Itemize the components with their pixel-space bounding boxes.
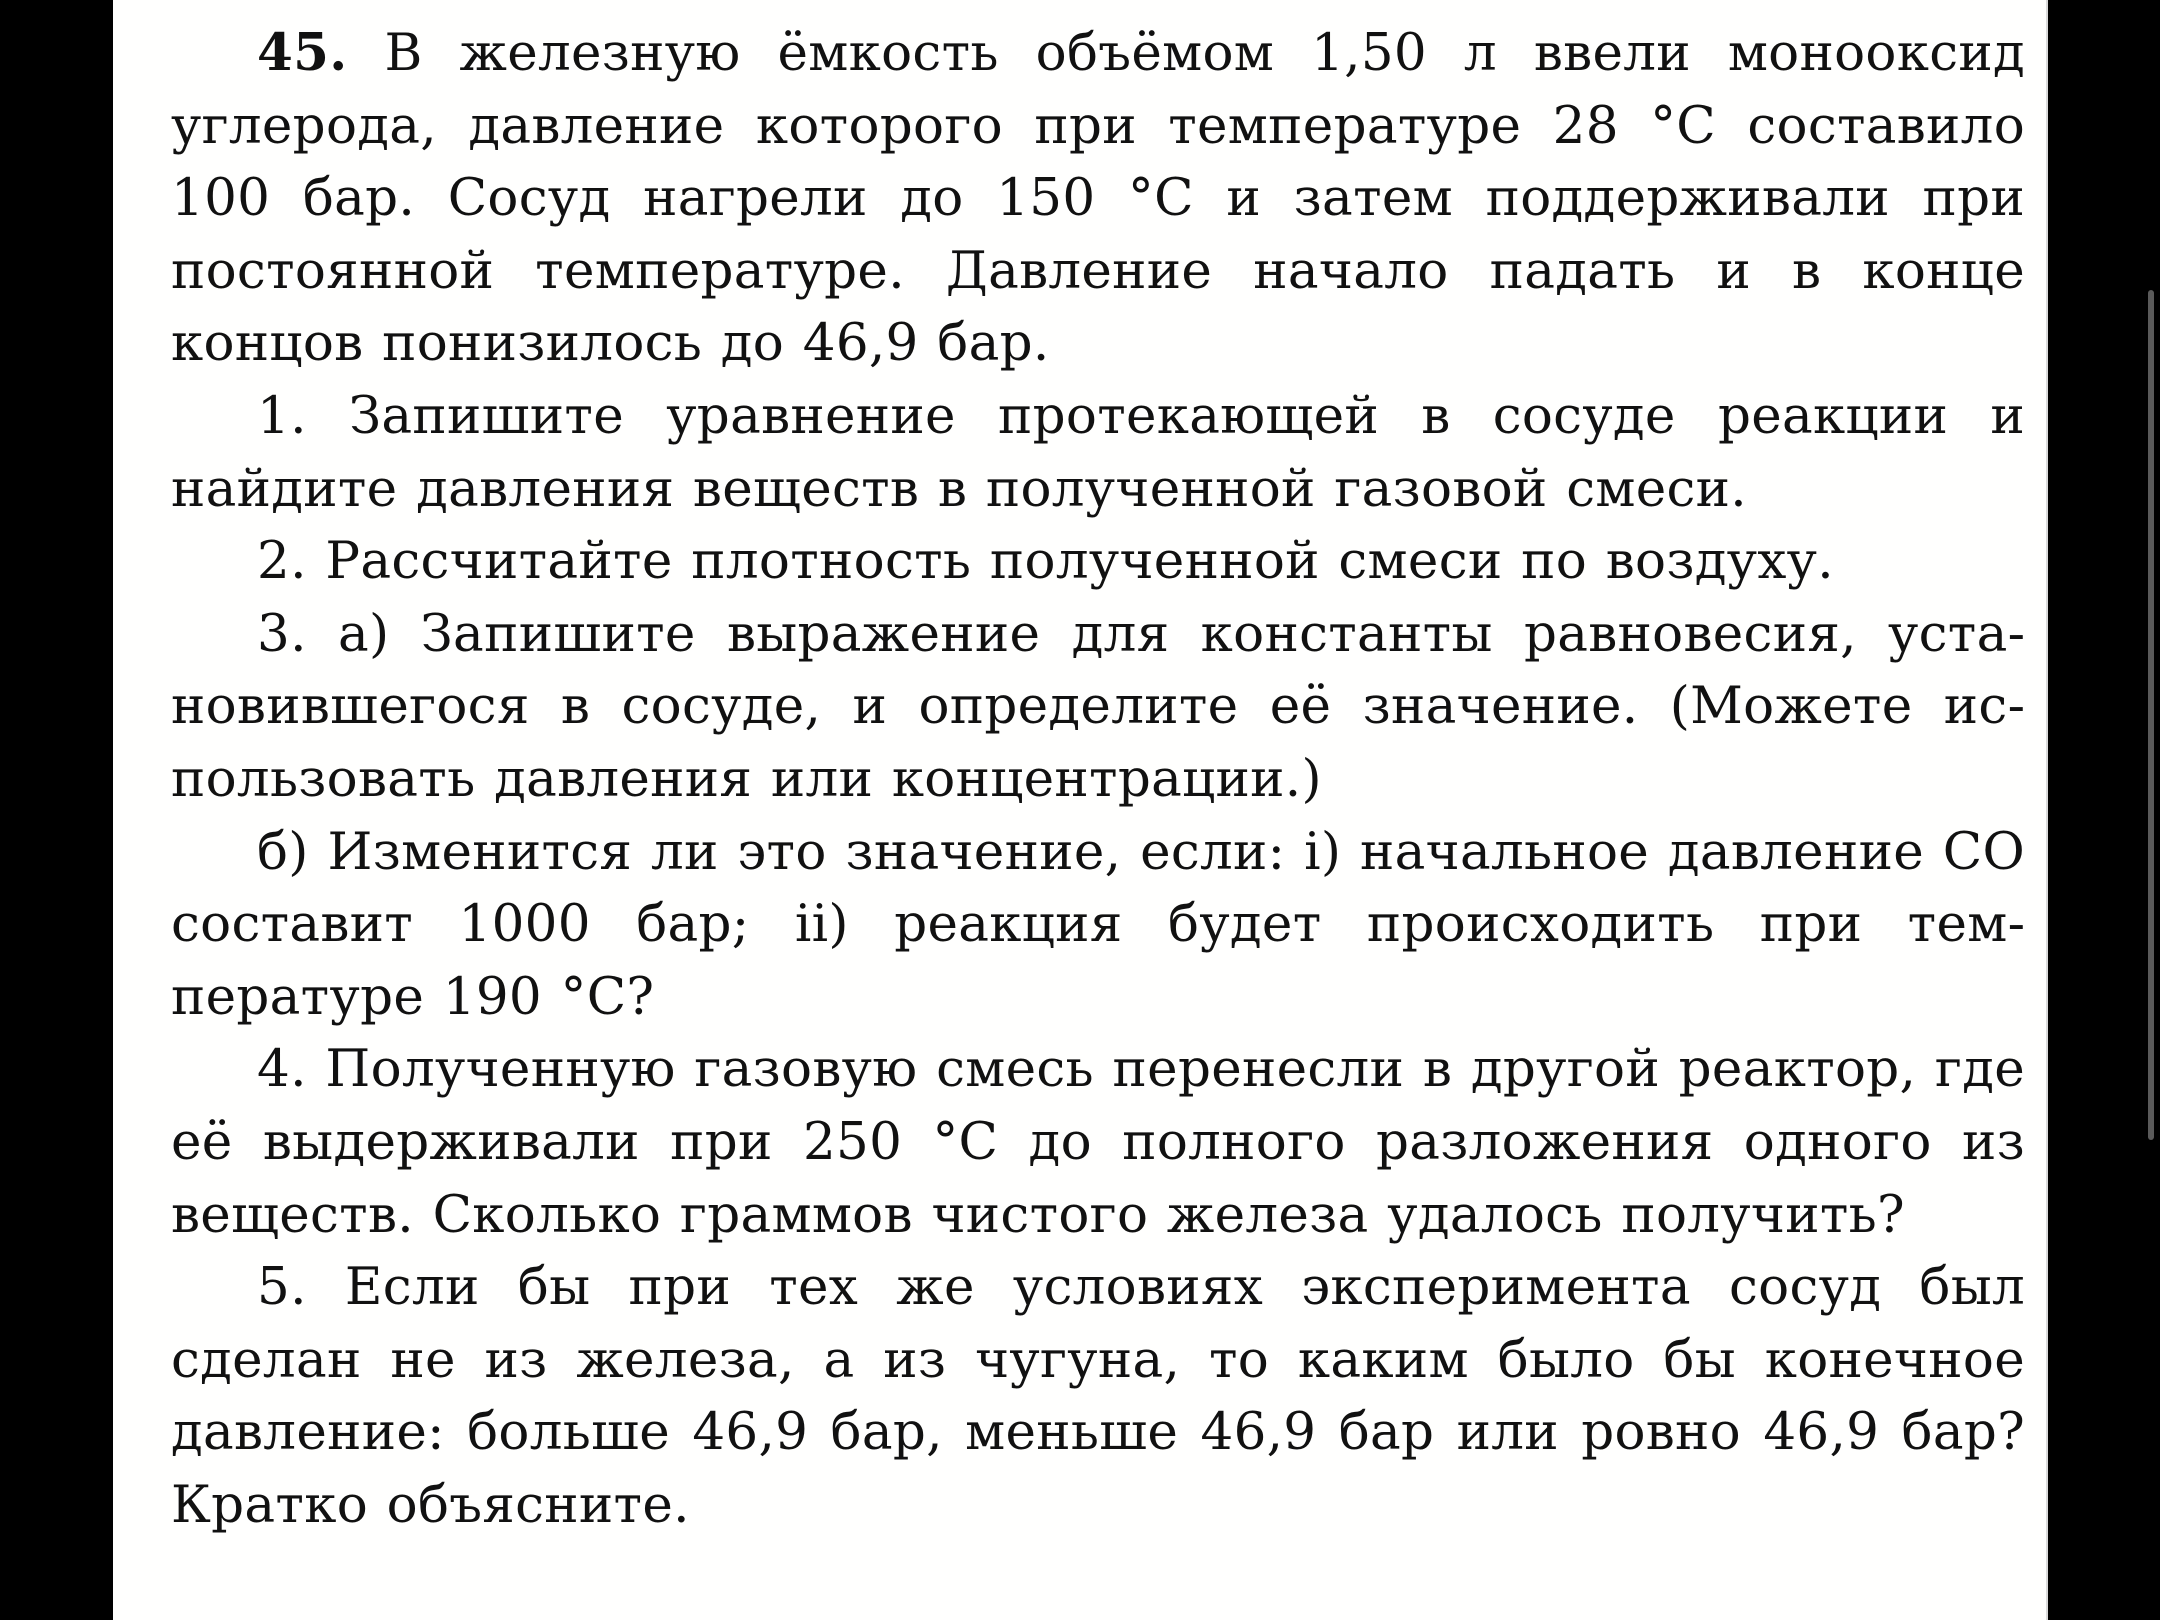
problem-number: 45. [257,23,348,83]
problem-statement [171,17,2025,380]
question-2: 2. Рассчитайте плотность полученной смеси по воздуху. [257,531,1834,592]
question-3a: 3. а) Запишите выражение для константы равновесия, установившегося в сосуде, и определите её значение. (Можете использовать давления или концентрации.) [171,603,2025,809]
question-5: 5. Если бы при тех же условиях эксперимента сосуд был сделан не из железа, а из чугуна, то каким было бы конечное давление: больше 46,9 бар, меньше 46,9 бар или ровно 46,9 бар? Кратко объясните. [171,1257,2025,1535]
scrollbar[interactable] [2148,290,2154,1140]
question-3b: б) Изменится ли это значение, если: i) начальное давление СО составит 1000 бар; ii) реакция будет происходить при температуре 190 °С? [171,821,2025,1027]
problem-intro: В железную ёмкость объёмом 1,50 л ввели монооксид углерода, давление которого при температуре 28 °С составило 100 бар. Сосуд нагрели до 150 °С и затем поддерживали при постоянной температуре. Давление начало падать и в конце концов понизилось до 46,9 бар. [171,23,2025,374]
problem-text [171,17,2025,1541]
question-4: 4. Полученную газовую смесь перенесли в другой реактор, где её выдерживали при 250 °С до полного разложения одного из веществ. Сколько граммов чистого железа удалось получить? [171,1039,2025,1245]
page-edge [2046,0,2048,1620]
question-1: 1. Запишите уравнение протекающей в сосуде реакции и найдите давления веществ в полученной газовой смеси. [171,385,2025,519]
